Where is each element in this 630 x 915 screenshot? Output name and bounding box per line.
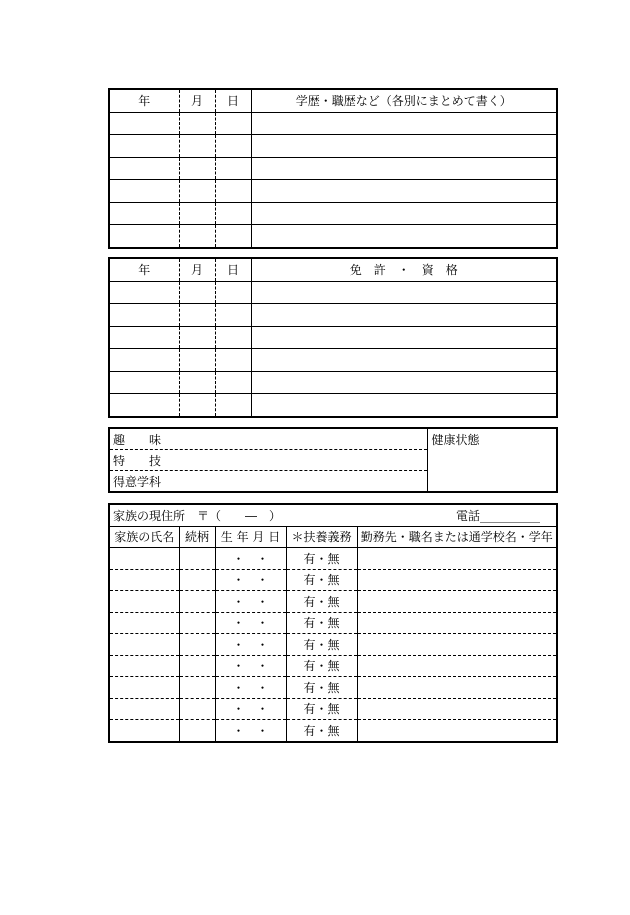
license-year-cell[interactable] — [109, 326, 179, 349]
history-month-cell[interactable] — [179, 225, 215, 248]
workplace-cell[interactable] — [357, 591, 557, 613]
birthdate-cell[interactable]: ・ ・ — [215, 655, 286, 677]
birthdate-cell[interactable]: ・ ・ — [215, 720, 286, 742]
family-address-label[interactable]: 家族の現住所 〒（ ― ） — [113, 508, 282, 523]
license-month-cell[interactable] — [179, 326, 215, 349]
history-row — [109, 157, 557, 180]
year-header: 年 — [109, 89, 179, 112]
license-month-cell[interactable] — [179, 349, 215, 372]
support-duty-cell[interactable]: 有・無 — [286, 677, 357, 699]
license-year-cell[interactable] — [109, 371, 179, 394]
license-row — [109, 394, 557, 417]
license-day-cell[interactable] — [215, 281, 251, 304]
license-year-cell[interactable] — [109, 394, 179, 417]
family-row — [109, 655, 557, 677]
license-content-cell[interactable] — [251, 349, 557, 372]
relation-header: 続柄 — [179, 526, 215, 548]
relation-cell[interactable] — [179, 677, 215, 699]
family-table — [108, 503, 558, 743]
family-row — [109, 548, 557, 570]
history-content-cell[interactable] — [251, 112, 557, 135]
birthdate-cell[interactable]: ・ ・ — [215, 548, 286, 570]
support-duty-cell[interactable]: 有・無 — [286, 569, 357, 591]
history-day-cell[interactable] — [215, 225, 251, 248]
family-row — [109, 720, 557, 742]
history-day-cell[interactable] — [215, 157, 251, 180]
month-header: 月 — [179, 89, 215, 112]
license-day-cell[interactable] — [215, 304, 251, 327]
license-year-cell[interactable] — [109, 349, 179, 372]
favorite-subject-field[interactable]: 得意学科 — [113, 474, 162, 489]
support-duty-cell[interactable]: 有・無 — [286, 591, 357, 613]
support-duty-cell[interactable]: 有・無 — [286, 655, 357, 677]
license-day-cell[interactable] — [215, 326, 251, 349]
license-month-cell[interactable] — [179, 394, 215, 417]
history-month-cell[interactable] — [179, 157, 215, 180]
license-month-cell[interactable] — [179, 304, 215, 327]
support-duty-cell[interactable]: 有・無 — [286, 548, 357, 570]
birthdate-cell[interactable]: ・ ・ — [215, 569, 286, 591]
license-content-cell[interactable] — [251, 326, 557, 349]
history-month-cell[interactable] — [179, 112, 215, 135]
license-content-cell[interactable] — [251, 394, 557, 417]
family-address-row — [109, 504, 557, 526]
year-header: 年 — [109, 258, 179, 281]
history-content-cell[interactable] — [251, 135, 557, 158]
license-header-row — [109, 258, 557, 281]
skill-field[interactable]: 特 技 — [109, 450, 427, 471]
day-header: 日 — [215, 258, 251, 281]
family-row — [109, 569, 557, 591]
relation-cell[interactable] — [179, 569, 215, 591]
license-year-cell[interactable] — [109, 281, 179, 304]
relation-cell[interactable] — [179, 612, 215, 634]
phone-label: 電話 — [455, 508, 480, 523]
family-name-cell[interactable] — [109, 677, 179, 699]
history-year-cell[interactable] — [109, 180, 179, 203]
family-row — [109, 677, 557, 699]
history-table — [108, 88, 558, 249]
family-name-cell[interactable] — [109, 548, 179, 570]
license-row — [109, 304, 557, 327]
history-header-row — [109, 89, 557, 112]
license-row — [109, 326, 557, 349]
workplace-cell[interactable] — [357, 655, 557, 677]
history-year-cell[interactable] — [109, 157, 179, 180]
license-day-cell[interactable] — [215, 371, 251, 394]
history-row — [109, 180, 557, 203]
birthdate-cell[interactable]: ・ ・ — [215, 634, 286, 656]
license-year-cell[interactable] — [109, 304, 179, 327]
history-row — [109, 202, 557, 225]
birthdate-cell[interactable]: ・ ・ — [215, 677, 286, 699]
workplace-cell[interactable] — [357, 612, 557, 634]
family-header-row — [109, 526, 557, 548]
workplace-cell[interactable] — [357, 698, 557, 720]
history-year-cell[interactable] — [109, 202, 179, 225]
hobby-field[interactable]: 趣 味 — [109, 428, 427, 450]
history-row — [109, 112, 557, 135]
history-year-cell[interactable] — [109, 135, 179, 158]
history-year-cell[interactable] — [109, 225, 179, 248]
history-month-cell[interactable] — [179, 180, 215, 203]
license-row — [109, 349, 557, 372]
family-name-cell[interactable] — [109, 591, 179, 613]
history-day-cell[interactable] — [215, 202, 251, 225]
history-day-cell[interactable] — [215, 180, 251, 203]
workplace-cell[interactable] — [357, 720, 557, 742]
family-name-cell[interactable] — [109, 569, 179, 591]
license-content-cell[interactable] — [251, 371, 557, 394]
relation-cell[interactable] — [179, 548, 215, 570]
month-header: 月 — [179, 258, 215, 281]
support-duty-cell[interactable]: 有・無 — [286, 612, 357, 634]
license-day-cell[interactable] — [215, 394, 251, 417]
birthdate-cell[interactable]: ・ ・ — [215, 612, 286, 634]
history-month-cell[interactable] — [179, 135, 215, 158]
family-name-cell[interactable] — [109, 720, 179, 742]
support-duty-cell[interactable]: 有・無 — [286, 634, 357, 656]
phone-blank: __________ — [480, 508, 540, 523]
workplace-cell[interactable] — [357, 634, 557, 656]
family-name-header: 家族の氏名 — [109, 526, 179, 548]
history-year-cell[interactable] — [109, 112, 179, 135]
workplace-cell[interactable] — [357, 677, 557, 699]
health-status-field[interactable]: 健康状態 — [427, 428, 557, 492]
license-content-cell[interactable] — [251, 304, 557, 327]
license-content-header: 免 許 ・ 資 格 — [251, 258, 557, 281]
license-day-cell[interactable] — [215, 349, 251, 372]
license-month-cell[interactable] — [179, 371, 215, 394]
license-table — [108, 257, 558, 418]
relation-cell[interactable] — [179, 634, 215, 656]
history-day-cell[interactable] — [215, 135, 251, 158]
phone-field[interactable] — [456, 507, 540, 524]
family-row — [109, 698, 557, 720]
family-name-cell[interactable] — [109, 612, 179, 634]
family-row — [109, 612, 557, 634]
support-duty-header: ＊扶養義務 — [286, 526, 357, 548]
family-row — [109, 634, 557, 656]
family-name-cell[interactable] — [109, 698, 179, 720]
day-header: 日 — [215, 89, 251, 112]
workplace-header: 勤務先・職名または通学校名・学年 — [357, 526, 557, 548]
history-month-cell[interactable] — [179, 202, 215, 225]
history-content-cell[interactable] — [251, 202, 557, 225]
history-content-cell[interactable] — [251, 180, 557, 203]
workplace-cell[interactable] — [357, 569, 557, 591]
history-content-cell[interactable] — [251, 225, 557, 248]
history-row — [109, 135, 557, 158]
family-name-cell[interactable] — [109, 634, 179, 656]
relation-cell[interactable] — [179, 655, 215, 677]
family-name-cell[interactable] — [109, 655, 179, 677]
birthdate-cell[interactable]: ・ ・ — [215, 698, 286, 720]
history-content-cell[interactable] — [251, 157, 557, 180]
license-row — [109, 371, 557, 394]
license-row — [109, 281, 557, 304]
history-row — [109, 225, 557, 248]
license-month-cell[interactable] — [179, 281, 215, 304]
history-day-cell[interactable] — [215, 112, 251, 135]
relation-cell[interactable] — [179, 591, 215, 613]
support-duty-cell[interactable]: 有・無 — [286, 698, 357, 720]
birthdate-header: 生 年 月 日 — [215, 526, 286, 548]
history-content-header: 学歴・職歴など（各別にまとめて書く） — [251, 89, 557, 112]
workplace-cell[interactable] — [357, 548, 557, 570]
license-content-cell[interactable] — [251, 281, 557, 304]
birthdate-cell[interactable]: ・ ・ — [215, 591, 286, 613]
hobby-table — [108, 427, 558, 493]
support-duty-cell[interactable]: 有・無 — [286, 720, 357, 742]
family-row — [109, 591, 557, 613]
relation-cell[interactable] — [179, 698, 215, 720]
relation-cell[interactable] — [179, 720, 215, 742]
